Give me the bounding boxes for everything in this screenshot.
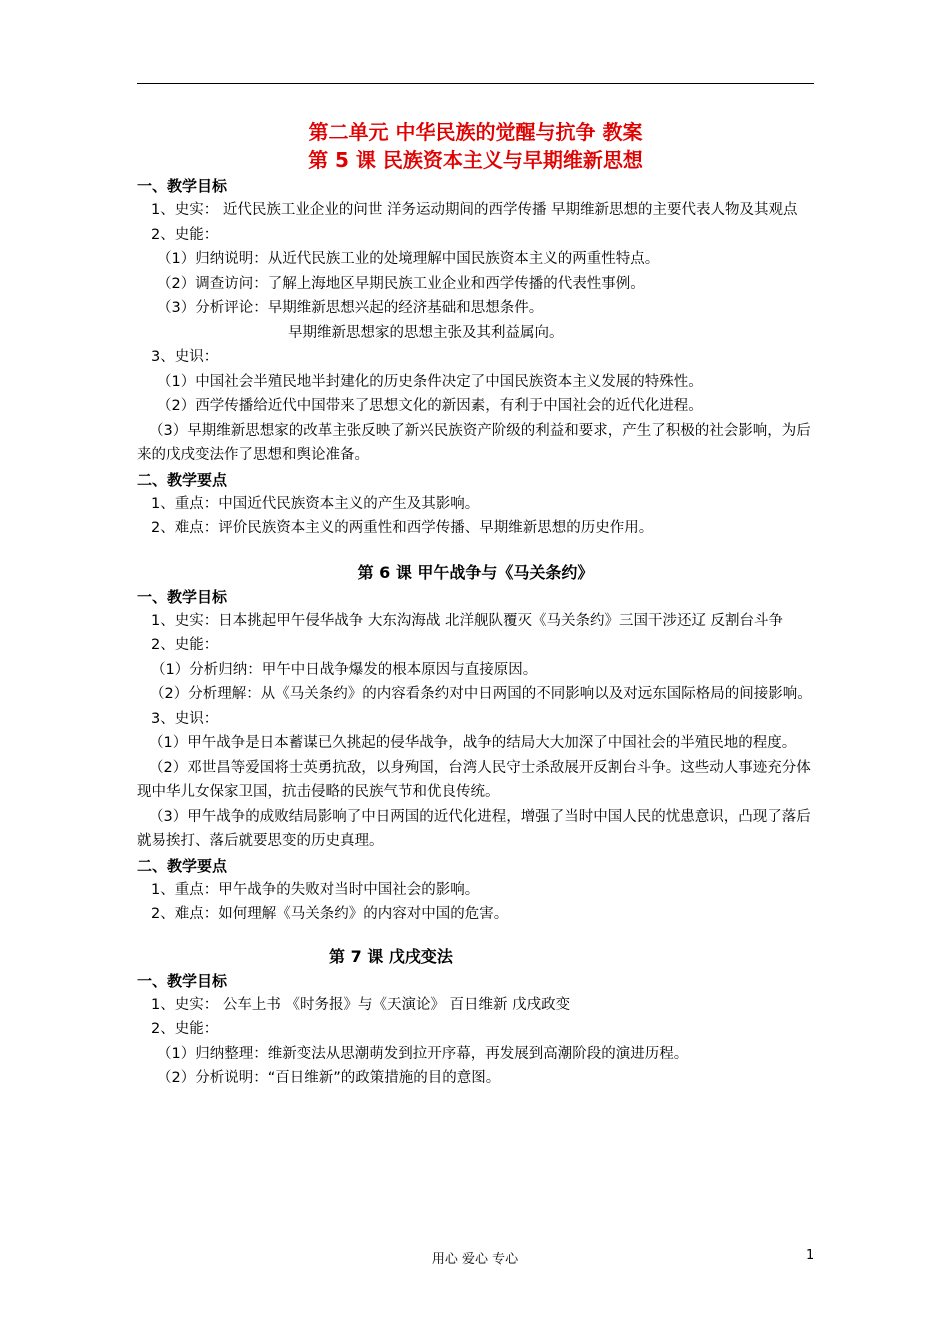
lesson7-title: 第 7 课 戊戌变法 [329, 946, 453, 966]
footer-motto: 用心 爱心 专心 [431, 1252, 519, 1267]
l7-objectives-heading: 一、教学目标 [137, 971, 228, 990]
header-rule [137, 83, 814, 84]
l5-keypoints-heading: 二、教学要点 [137, 470, 228, 489]
l7-shineng-label: 2、史能： [151, 1021, 219, 1037]
lesson5-title: 第 5 课 民族资本主义与早期维新思想 [308, 148, 643, 172]
l5-shineng-3: （3）分析评论：早期维新思想兴起的经济基础和思想条件。 [157, 300, 544, 316]
l6-objectives-heading: 一、教学目标 [137, 587, 228, 606]
l5-difficult-point: 2、难点：评价民族资本主义的两重性和西学传播、早期维新思想的历史作用。 [151, 520, 654, 536]
l5-shineng-label: 2、史能： [151, 226, 219, 243]
l5-shineng-3b: 早期维新思想家的思想主张及其利益属向。 [288, 324, 564, 341]
l6-keypoints-heading: 二、教学要点 [137, 856, 228, 875]
page-footer [0, 1248, 950, 1268]
l6-shishi: 1、史实：日本挑起甲午侵华战争 大东沟海战 北洋舰队覆灭《马关条约》三国干涉还辽 反割台斗争 [151, 612, 784, 629]
l5-objectives-heading: 一、教学目标 [137, 177, 228, 195]
l5-key-point: 1、重点：中国近代民族资本主义的产生及其影响。 [151, 495, 480, 512]
l6-shishi2-label: 3、史识： [151, 710, 219, 727]
l5-shishi2-1: （1）中国社会半殖民地半封建化的历史条件决定了中国民族资本主义发展的特殊性。 [157, 373, 703, 390]
l6-shishi2-1: （1）甲午战争是日本蓄谋已久挑起的侵华战争，战争的结局大大加深了中国社会的半殖民地的程度。 [149, 735, 797, 751]
l6-shineng-1: （1）分析归纳：甲午中日战争爆发的根本原因与直接原因。 [151, 661, 538, 678]
l5-shineng-2: （2）调查访问：了解上海地区早期民族工业企业和西学传播的代表性事例。 [157, 275, 645, 292]
l5-shishi2-label: 3、史识： [151, 349, 219, 365]
l6-shishi2-2: （2）邓世昌等爱国将士英勇抗敌，以身殉国，台湾人民守士杀敌展开反割台斗争。这些动人事迹充分体现中华儿女保家卫国，抗击侵略的民族气节和优良传统。 [137, 759, 811, 800]
l5-shishi: 1、史实： 近代民族工业企业的问世 洋务运动期间的西学传播 早期维新思想的主要代表人物及其观点 [151, 202, 798, 218]
l6-shineng-2: （2）分析理解：从《马关条约》的内容看条约对中日两国的不同影响以及对远东国际格局的间接影响。 [150, 686, 812, 702]
l5-shineng-1: （1）归纳说明：从近代民族工业的处境理解中国民族资本主义的两重性特点。 [157, 251, 660, 267]
l5-shishi2-2: （2）西学传播给近代中国带来了思想文化的新因素，有利于中国社会的近代化进程。 [157, 398, 703, 414]
document-body [137, 118, 814, 1091]
l5-shishi2-3: （3）早期维新思想家的改革主张反映了新兴民族资产阶级的利益和要求，产生了积极的社会影响，为后来的戊戌变法作了思想和舆论准备。 [137, 422, 811, 463]
l7-shineng-2: （2）分析说明：“百日维新”的政策措施的目的意图。 [157, 1070, 501, 1086]
lesson6-title: 第 6 课 甲午战争与《马关条约》 [357, 562, 594, 582]
l7-shineng-1: （1）归纳整理：维新变法从思潮萌发到拉开序幕，再发展到高潮阶段的演进历程。 [157, 1045, 689, 1062]
l7-shishi: 1、史实： 公车上书 《时务报》与《天演论》 百日维新 戊戌政变 [151, 996, 571, 1013]
unit-title: 第二单元 中华民族的觉醒与抗争 教案 [308, 120, 643, 144]
page-number: 1 [806, 1248, 815, 1263]
l6-shishi2-3: （3）甲午战争的成败结局影响了中日两国的近代化进程，增强了当时中国人民的忧患意识，凸现了落后就易挨打、落后就要思变的历史真理。 [137, 808, 811, 849]
l6-difficult-point: 2、难点：如何理解《马关条约》的内容对中国的危害。 [151, 906, 509, 922]
l6-shineng-label: 2、史能： [151, 637, 219, 653]
l6-key-point: 1、重点：甲午战争的失败对当时中国社会的影响。 [151, 881, 480, 898]
